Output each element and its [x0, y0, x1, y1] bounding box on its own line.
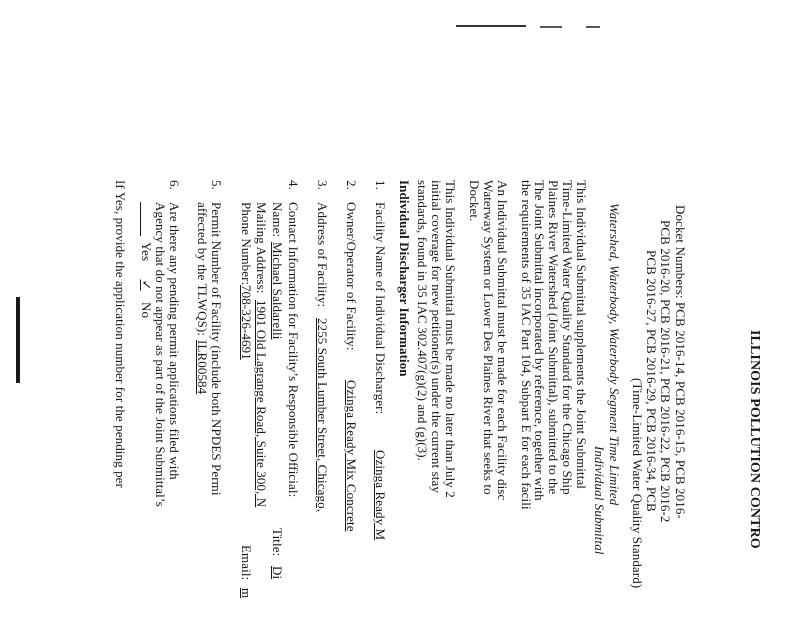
intro-line-3: Plaines River Watershed (Joint Submittal), submitted to the [546, 180, 561, 495]
item-5-number: 5. [209, 180, 224, 190]
document-title: ILLINOIS POLLUTION CONTRO [747, 330, 762, 549]
section-heading: Individual Discharger Information [397, 180, 412, 377]
docket-line-2: PCB 2016-20, PCB 2016-21, PCB 2016-22, PCB 2016-2 [658, 220, 673, 523]
item-4-number: 4. [286, 180, 301, 190]
item-2-value: Ozinga Ready Mix Concrete [344, 380, 359, 532]
deadline-line-1: This Individual Submittal must be made no later than July 2 [443, 180, 458, 498]
requirement-line-2: Waterway System or Lower Des Plaines River that seeks to [481, 180, 496, 495]
contact-mailing-label: Mailing Address: [254, 202, 269, 294]
item-3-number: 3. [315, 180, 330, 190]
requirement-line-3: Docket. [467, 180, 482, 222]
docket-line-4: (Time-Limited Water Quality Standard) [630, 378, 645, 589]
contact-email-value: m [239, 588, 254, 599]
item-6-number: 6. [167, 180, 182, 190]
intro-line-1: This Individual Submittal supplements the Joint Submittal [574, 180, 589, 490]
deadline-line-3: standards, found in 35 IAC 302.407(g)(2) and (g)(3). [415, 180, 430, 462]
yes-label: Yes [139, 242, 154, 262]
requirement-line-1: An Individual Submittal must be made for each Facility disc [495, 180, 510, 501]
item-2-number: 2. [344, 180, 359, 190]
item-3-value: 2255 South Lumber Street, Chicago, [315, 318, 330, 513]
item-5-value: ILR00584 [195, 340, 210, 395]
item-6-label-2: Agency that do not appear as part of the Joint Submittal’s [153, 202, 168, 507]
contact-name-label: Name: [270, 202, 285, 238]
checkmark-icon[interactable]: ✓ [139, 279, 154, 291]
contact-mailing-value: 1901 Old Lagrange Road, Suite 300, N [254, 300, 269, 508]
intro-line-4: The Joint Submittal incorporated by reference, together with [532, 180, 547, 501]
deadline-line-2: initial coverage for new petitioner(s) under the current stay [429, 180, 444, 493]
item-1-number: 1. [373, 180, 388, 190]
subtitle-line-1: Watershed, Waterbody, Waterbody Segment Time Limited [607, 203, 622, 506]
intro-line-5: the requirements of 35 IAC Part 104, Subpart E for each facili [519, 180, 534, 510]
docket-line-3: PCB 2016-27, PCB 2016-29, PCB 2016-34, PCB [644, 250, 659, 512]
item-5-label-2: affected by the TLWQS): [195, 202, 210, 337]
contact-phone-label: Phone Number: [239, 202, 254, 286]
item-1-label: Facility Name of Individual Discharger: [373, 202, 388, 415]
contact-email-label: Email: [239, 545, 254, 581]
contact-title-label: Title: [270, 528, 285, 557]
contact-title-value: Di [270, 566, 285, 580]
no-label: No [139, 302, 154, 319]
item-2-label: Owner/Operator of Facility: [344, 202, 359, 351]
subtitle-line-2: Individual Submittal [592, 446, 607, 555]
item-6-label: Are there any pending permit applications filed with [167, 202, 182, 480]
yes-blank[interactable] [140, 202, 154, 236]
item-3-label: Address of Facility: [315, 202, 330, 308]
item-4-label: Contact Information for Facility’s Responsible Official: [286, 202, 301, 498]
contact-name-value: Michael Saldarelli [270, 242, 285, 340]
item-1-value: Ozinga Ready M [373, 450, 388, 541]
followup-line: If Yes, provide the application number for the pending per [113, 180, 128, 488]
item-5-label: Permit Number of Facility (include both NPDES Permi [209, 202, 224, 496]
contact-phone-value: 708-326-4691 [239, 285, 254, 360]
intro-line-2: Time-Limited Water Quality Standard for the Chicago Ship [560, 180, 575, 495]
docket-line-1: Docket Numbers: PCB 2016-14, PCB 2016-15, PCB 2016- [673, 205, 688, 519]
